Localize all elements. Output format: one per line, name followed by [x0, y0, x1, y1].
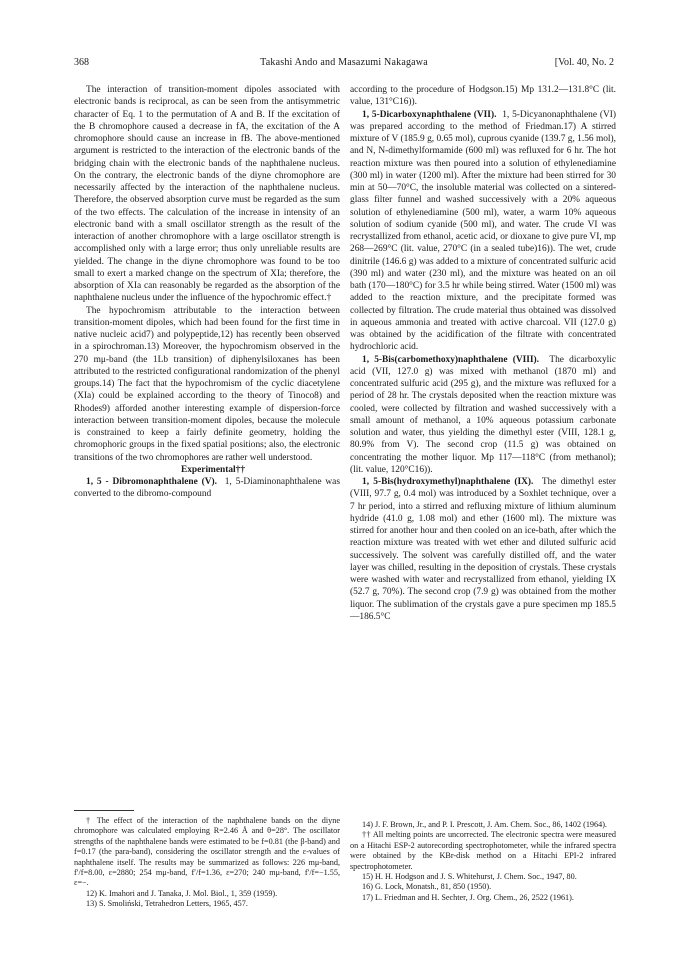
- footnote-double-dagger: †† All melting points are uncorrected. The electronic spectra were measured on a Hitachi ESP-2 autorecording spectrophotometer, while the infrared spectra were obtained by the KBr-disk method on a Hitachi EPI-2 infrared spectrophotometer.: [350, 830, 616, 871]
- procedure-bis-hydroxymethyl: [350, 476, 616, 623]
- procedure-body-vii: 1, 5-Dicyanonaphthalene (VI) was prepared according to the method of Friedman.17) A stirred mixture of V (185.9 g, 0.65 mol), cuprous cyanide (139.7 g, 1.56 mol), and N, N-dimethylformamide (600 ml) was refluxed for 6 hr. The hot reaction mixture was then poured into a solution of ethylenediamine (300 ml) in water (1200 ml). After the mixture had been stirred for 30 min at 50—70°C, the insoluble material was collected on a sintered-glass filter funnel and washed successively with a 20% aqueous solution of ethylenediamine (500 ml), water, a warm 10% aqueous solution of sodium cyanide (500 ml), and water. The crude VI was recrystallized from ethanol, acetic acid, or dioxane to give pure VI, mp 268—269°C (lit. value, 270°C (in a sealed tube)16)). The wet, crude dinitrile (146.6 g) was added to a mixture of concentrated sulfuric acid (390 ml) and water (230 ml), and the mixture was heated on an oil bath (170—180°C) for 3.5 hr while being stirred. Water (1500 ml) was added to the reaction mixture, and the precipitate formed was collected by filtration. The crude material thus obtained was dissolved in aqueous ammonia and treated with active charcoal. VII (127.0 g) was obtained by the acidification of the filtrate with concentrated hydrochloric acid.: [350, 109, 617, 353]
- discussion-paragraph-1: The interaction of transition-moment dipoles associated with electronic bands is reciprocal, as can be seen from the antisymmetric character of Eq. 1 to the permutation of A and B. If the excitation of the B chromophore caused a decrease in fA, the excitation of the A chromophore should cause an increase in fB. The above-mentioned argument is restricted to the interaction of the electronic bands of the bridging chain with the electronic bands of the naphthalene nucleus. On the contrary, the electronic bands of the diyne chromophore are necessarily affected by the interaction of the naphthalene nucleus. Therefore, the observed absorption curve must be regarded as the sum of the two effects. The calculation of the increase in intensity of an electronic band with a small oscillator strength as the result of the interaction of another chromophore with a large oscillator strength is accomplished only with a large error; thus only unreliable results are yielded. The change in the diyne chromophore was found to be too small to exert a marked change on the spectrum of XIa; therefore, the absorption of XIa can reasonably be regarded as the absorption of the naphthalene nucleus under the influence of the hypochromic effect.†: [74, 85, 340, 304]
- left-footnotes: [74, 800, 340, 910]
- discussion-paragraph-2: The hypochromism attributable to the interaction between transition-moment dipoles, which had been found for the first time in native nucleic acid7) and polypeptide,12) has recently been observed in a spirochroman.13) Moreover, the hypochromism observed in the 270 mμ-band (the 1Lb transition) of diphenylsiloxanes has been attributed to the restricted configurational randomization of the phenyl groups.14) The fact that the hypochromism of the cyclic diacetylene (XIa) could be explained according to the theory of Tinoco8) and Rhodes9) afforded another interesting example of dispersion-force interaction between transition-moment dipoles, because the molecule is constrained to keep a fairly definite geometry, holding the chromophoric groups in the fixed spatial positions; also, the electronic transitions of the two chromophores are rather well understood.: [74, 305, 340, 463]
- volume-label: [Vol. 40, No. 2: [554, 57, 614, 68]
- procedure-bis-carbomethoxy: [350, 354, 616, 477]
- reference-16: 16) G. Lock, Monatsh., 81, 850 (1950).: [362, 882, 492, 892]
- reference-13: 13) S. Smoliński, Tetrahedron Letters, 1965, 457.: [86, 899, 248, 909]
- procedure-continuation: according to the procedure of Hodgson.15) Mp 131.2—131.8°C (lit. value, 131°C16)).: [350, 85, 616, 108]
- page-number: 368: [74, 57, 89, 68]
- procedure-body-v: 1, 5-Diaminonaphthalene was converted to the dibromo-compound: [74, 477, 340, 500]
- right-footnotes: [350, 820, 616, 903]
- reference-14: 14) J. F. Brown, Jr., and P. I. Prescott, J. Am. Chem. Soc., 86, 1402 (1964).: [362, 820, 607, 829]
- compound-title-viii: 1, 5-Bis(carbomethoxy)naphthalene (VIII).: [362, 354, 540, 365]
- reference-15: 15) H. H. Hodgson and J. S. Whitehurst, J. Chem. Soc., 1947, 80.: [362, 872, 577, 882]
- right-column: [350, 84, 616, 623]
- procedure-dibromonaphthalene: [74, 476, 340, 501]
- procedure-body-ix: The dimethyl ester (VIII, 97.7 g, 0.4 mol) was introduced by a Soxhlet technique, over a 7 hr period, into a stirred and refluxing mixture of lithium aluminum hydride (41.0 g, 1.08 mol) and ether (1600 ml). The mixture was stirred for another hour and then cooled on an ice-bath, after which the reaction mixture was treated with wet ether and diluted sulfuric acid successively. The solvent was carefully distilled off, and the water layer was chilled, resulting in the deposition of crystals. These crystals were washed with water and recrystallized from ethanol, yielding IX (52.7 g, 70%). The second crop (7.9 g) was obtained from the mother liquor. The sublimation of the crystals gave a pure specimen mp 185.5—186.5°C: [350, 477, 617, 622]
- procedure-body-viii: The dicarboxylic acid (VII, 127.0 g) was mixed with methanol (1870 ml) and concentrated sulfuric acid (295 g), and the mixture was refluxed for a period of 28 hr. The crystals deposited when the reaction mixture was cooled, were collected by filtration and washed successively with a small amount of methanol, a 10% aqueous potassium carbonate solution and water, thus yielding the dimethyl ester (VIII, 128.1 g, 80.9% from V). The second crop (11.5 g) was obtained on concentrating the mother liquor. Mp 117—118°C (from methanol); (lit. value, 120°C16)).: [350, 354, 617, 475]
- reference-17: 17) L. Friedman and H. Sechter, J. Org. Chem., 26, 2522 (1961).: [362, 892, 574, 902]
- experimental-heading: Experimental††: [180, 464, 246, 475]
- compound-title-vii: 1, 5-Dicarboxynaphthalene (VII).: [362, 109, 497, 120]
- left-column: [74, 84, 340, 501]
- procedure-dicarboxynaphthalene: [350, 109, 616, 354]
- footnote-dagger: † The effect of the interaction of the naphthalene bands on the diyne chromophore was calculated employing R=2.46 Å and θ=28°. The oscillator strengths of the naphthalene bands were estimated to be f=0.81 (the β-band) and f=0.17 (the para-band), considering the oscillator strength and the ε-values of naphthalene itself. The results may be summarized as follows: 226 mμ-band, f′/f=8.00, ε=2880; 254 mμ-band, f′/f=1.36, ε=270; 240 mμ-band, f′/f=−1.55, ε=−.: [74, 816, 340, 888]
- reference-12: 12) K. Imahori and J. Tanaka, J. Mol. Biol., 1, 359 (1959).: [86, 888, 278, 898]
- compound-title-v: 1, 5 - Dibromonaphthalene (V).: [86, 477, 217, 487]
- running-head: [74, 56, 614, 70]
- compound-title-ix: 1, 5-Bis(hydroxymethyl)naphthalene (IX).: [362, 477, 534, 487]
- running-title: Takashi Ando and Masazumi Nakagawa: [260, 57, 428, 68]
- footnote-rule: [74, 810, 134, 811]
